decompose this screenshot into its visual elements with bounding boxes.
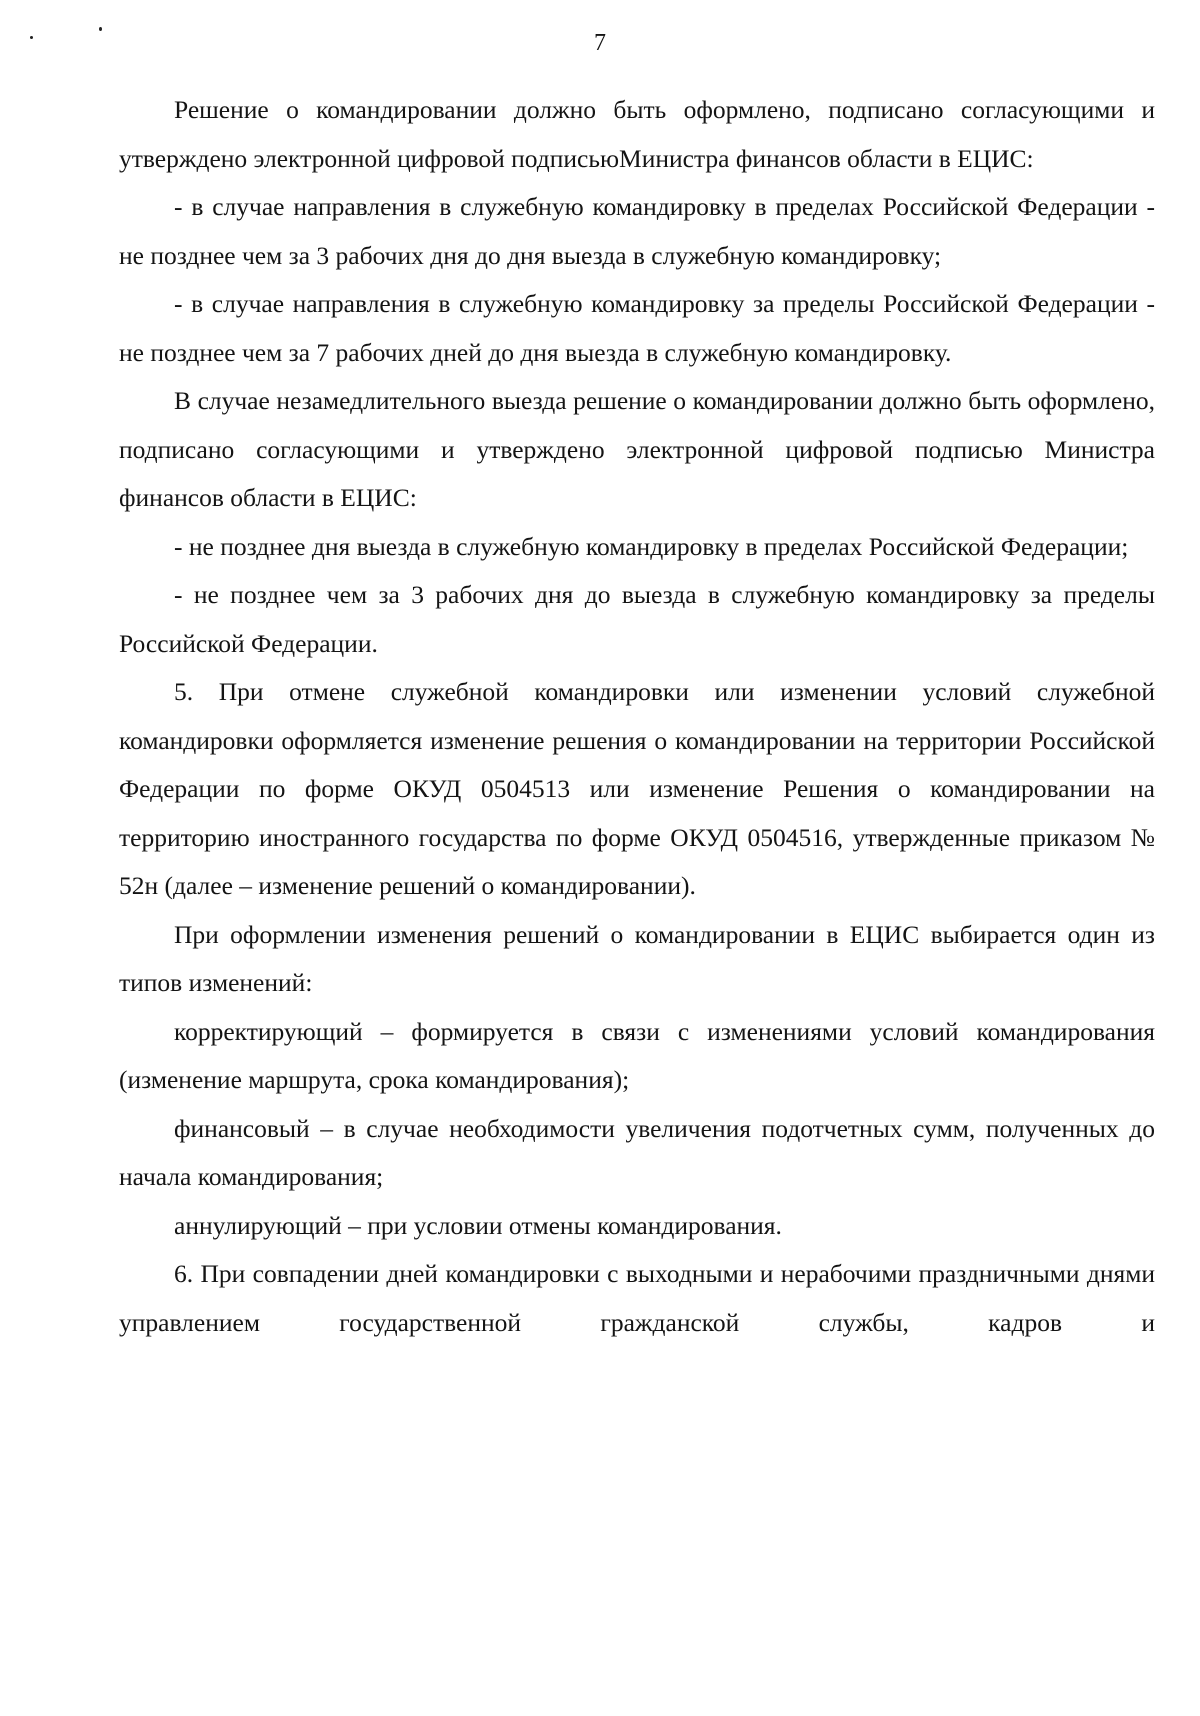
paragraph-corrective-type: корректирующий – формируется в связи с изменениями условий командирования (изменение маршрута, срока командирования); <box>119 1016 1155 1094</box>
paragraph-domestic-deadline: - в случае направления в служебную командировку в пределах Российской Федерации - не позднее чем за 3 рабочих дня до дня выезда в служебную командировку; <box>119 192 1155 270</box>
paragraph-foreign-deadline: - в случае направления в служебную командировку за пределы Российской Федерации - не позднее чем за 7 рабочих дней до дня выезда в служебную командировку. <box>119 289 1155 367</box>
paragraph-change-types-intro: При оформлении изменения решений о командировании в ЕЦИС выбирается один из типов изменений: <box>119 919 1155 997</box>
paragraph-cancelling-type: аннулирующий – при условии отмены командирования. <box>174 1210 782 1240</box>
paragraph-decision-requirements: Решение о командировании должно быть оформлено, подписано согласующими и утверждено электронной цифровой подписьюМинистра финансов области в ЕЦИС: <box>119 95 1155 173</box>
paragraph-urgent-domestic: - не позднее дня выезда в служебную командировку в пределах Российской Федерации; <box>174 531 1129 561</box>
paragraph-financial-type: финансовый – в случае необходимости увеличения подотчетных сумм, полученных до начала командирования; <box>119 1113 1155 1191</box>
page-number: 7 <box>594 30 606 56</box>
paragraph-section-5: 5. При отмене служебной командировки или изменении условий служебной командировки оформляется изменение решения о командировании на территории Российской Федерации по форме ОКУД 0504513 или изменение Решения о командировании на территорию иностранного государства по форме ОКУД 0504516, утвержденные приказом № 52н (далее – изменение решений о командировании). <box>119 677 1155 900</box>
paragraph-section-6: 6. При совпадении дней командировки с выходными и нерабочими праздничными днями управлением государственной гражданской службы, кадров и <box>119 1259 1155 1337</box>
paragraph-urgent-departure: В случае незамедлительного выезда решение о командировании должно быть оформлено, подписано согласующими и утверждено электронной цифровой подписью Министра финансов области в ЕЦИС: <box>119 386 1155 512</box>
document-body <box>119 86 1155 1347</box>
paragraph-urgent-foreign: - не позднее чем за 3 рабочих дня до выезда в служебную командировку за пределы Российской Федерации. <box>119 580 1155 658</box>
